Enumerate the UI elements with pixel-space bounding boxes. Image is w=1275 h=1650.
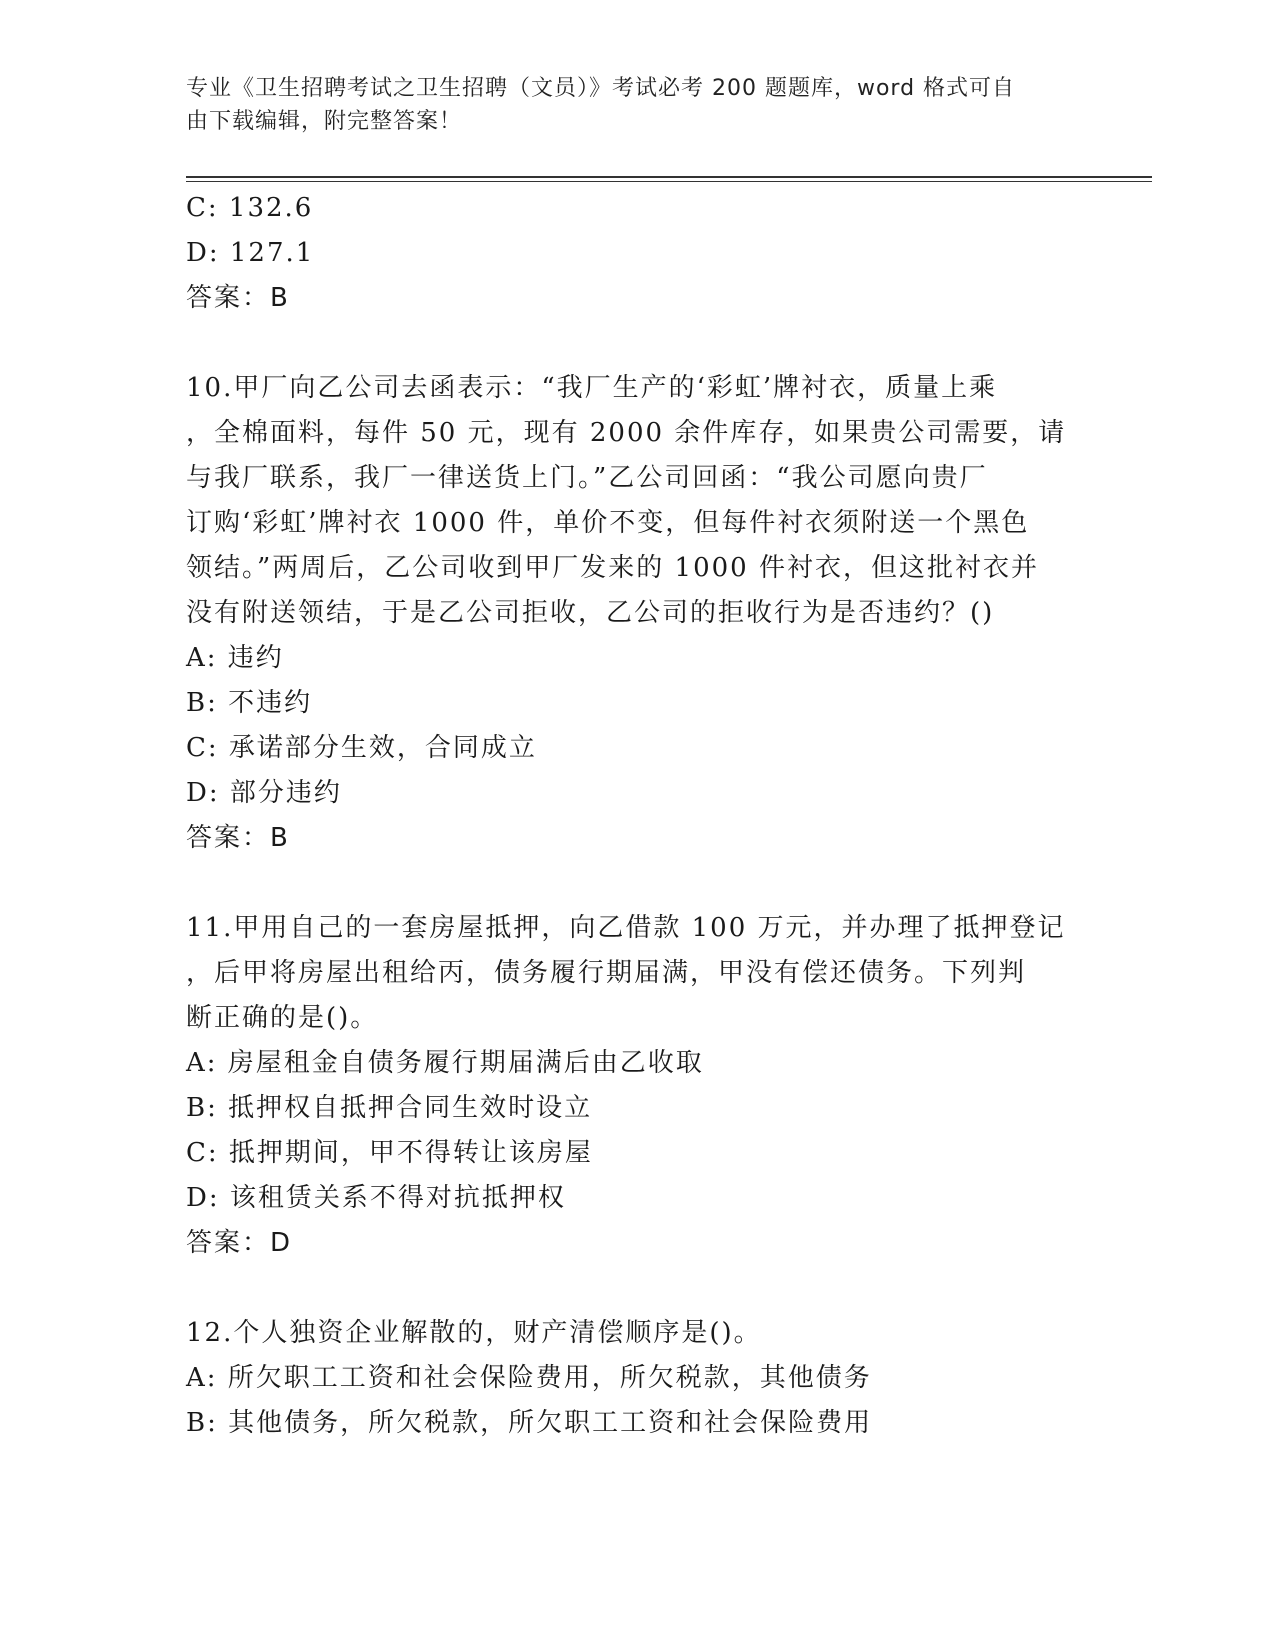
answer: 答案：B [186,283,290,313]
option-a: A: 房屋租金自债务履行期届满后由乙收取 [186,1048,704,1078]
question-text-line: ，后甲将房屋出租给丙，债务履行期届满，甲没有偿还债务。下列判 [186,958,1027,988]
option-c: C: 承诺部分生效，合同成立 [186,733,537,763]
header-line-1: 专业《卫生招聘考试之卫生招聘（文员）》考试必考 200 题题库，word 格式可自 [186,76,1016,101]
question-text-line: 断正确的是()。 [186,1003,379,1033]
question-text-line: 领结。”两周后，乙公司收到甲厂发来的 1000 件衬衣，但这批衬衣并 [186,553,1039,583]
header-rule-thin [186,181,1152,182]
header-line-2: 由下载编辑，附完整答案！ [186,109,463,134]
question-12 [186,1311,1126,1446]
question-text-line: 订购‘彩虹’牌衬衣 1000 件，单价不变，但每件衬衣须附送一个黑色 [186,508,1030,538]
question-10 [186,366,1126,861]
option-a: A: 违约 [186,643,284,673]
option-c: C: 132.6 [186,193,314,223]
option-d: D: 该租赁关系不得对抗抵押权 [186,1183,566,1213]
header-rule-thick [186,176,1152,178]
option-b: B: 不违约 [186,688,313,718]
option-b: B: 其他债务，所欠税款，所欠职工工资和社会保险费用 [186,1408,873,1438]
document-body [186,186,1126,1446]
answer: 答案：B [186,823,290,853]
question-11 [186,906,1126,1266]
question-text-line: ，全棉面料，每件 50 元，现有 2000 余件库存，如果贵公司需要，请 [186,418,1067,448]
question-text-line: 12.个人独资企业解散的，财产清偿顺序是()。 [186,1318,762,1348]
option-c: C: 抵押期间，甲不得转让该房屋 [186,1138,593,1168]
option-d: D: 127.1 [186,238,315,268]
question-text-line: 与我厂联系，我厂一律送货上门。”乙公司回函：“我公司愿向贵厂 [186,463,988,493]
document-header [186,72,1066,138]
option-a: A: 所欠职工工资和社会保险费用，所欠税款，其他债务 [186,1363,872,1393]
question-text-line: 没有附送领结，于是乙公司拒收，乙公司的拒收行为是否违约？() [186,598,995,628]
question-text-line: 10.甲厂向乙公司去函表示：“我厂生产的‘彩虹’牌衬衣，质量上乘 [186,373,998,403]
option-b: B: 抵押权自抵押合同生效时设立 [186,1093,593,1123]
answer: 答案：D [186,1228,293,1258]
option-d: D: 部分违约 [186,778,342,808]
question-text-line: 11.甲用自己的一套房屋抵押，向乙借款 100 万元，并办理了抵押登记 [186,913,1066,943]
question-9-tail [186,186,1126,321]
